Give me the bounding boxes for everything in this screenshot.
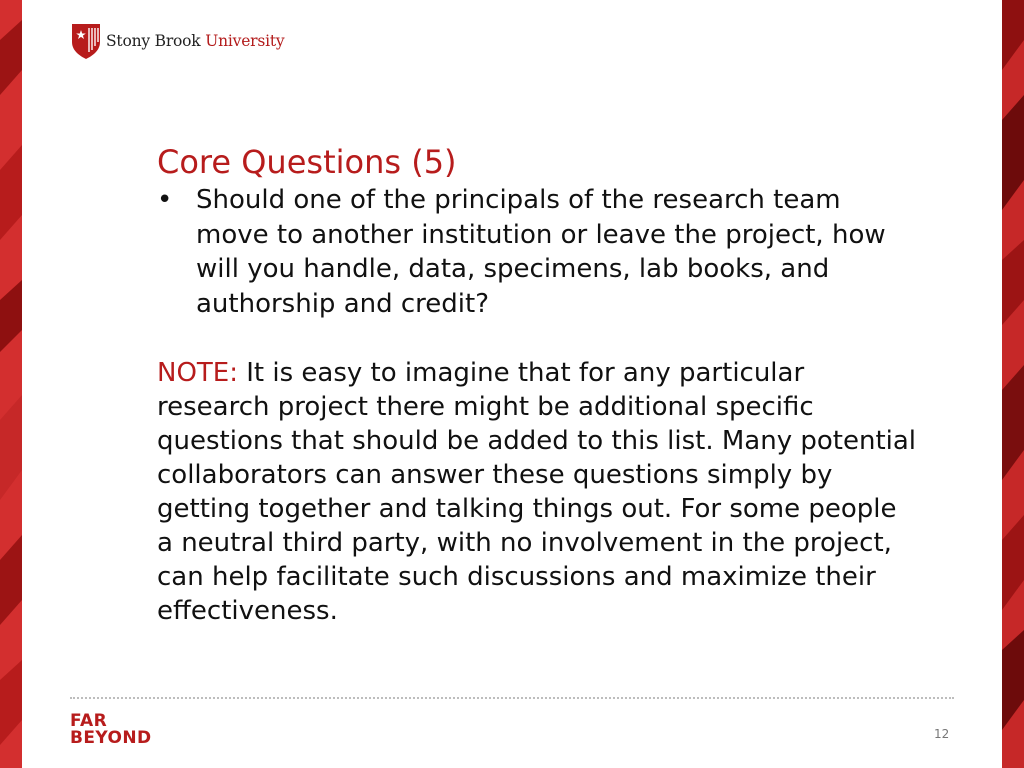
note-label: NOTE: [157, 358, 238, 388]
logo-university: University [205, 32, 285, 50]
page-number: 12 [934, 727, 950, 741]
slide-title: Core Questions (5) [157, 143, 457, 181]
note-text: It is easy to imagine that for any particular research project there might be additional specific questions that should be added to this list. Many potential collaborators can answer these questions simply by getting together and talking things out. For some people a neutral third party, with no involvement in the project, can help facilitate such discussions and maximize their effectiveness. [157, 358, 917, 626]
beyond-text: BEYOND [70, 728, 152, 748]
bullet-marker: • [157, 185, 173, 215]
right-decorative-edge [1002, 0, 1024, 768]
left-decorative-edge [0, 0, 22, 768]
logo-wordmark [106, 32, 284, 50]
shield-icon [70, 22, 102, 60]
note-paragraph [157, 356, 917, 628]
stony-brook-logo [70, 22, 284, 60]
logo-name: Stony Brook [106, 32, 206, 50]
footer-divider [70, 697, 954, 699]
far-text: FAR [70, 711, 108, 731]
bullet-item [157, 183, 896, 321]
far-beyond-logo [70, 713, 151, 747]
bullet-text: Should one of the principals of the research team move to another institution or leave the project, how will you handle, data, specimens, lab books, and authorship and credit? [196, 185, 886, 319]
